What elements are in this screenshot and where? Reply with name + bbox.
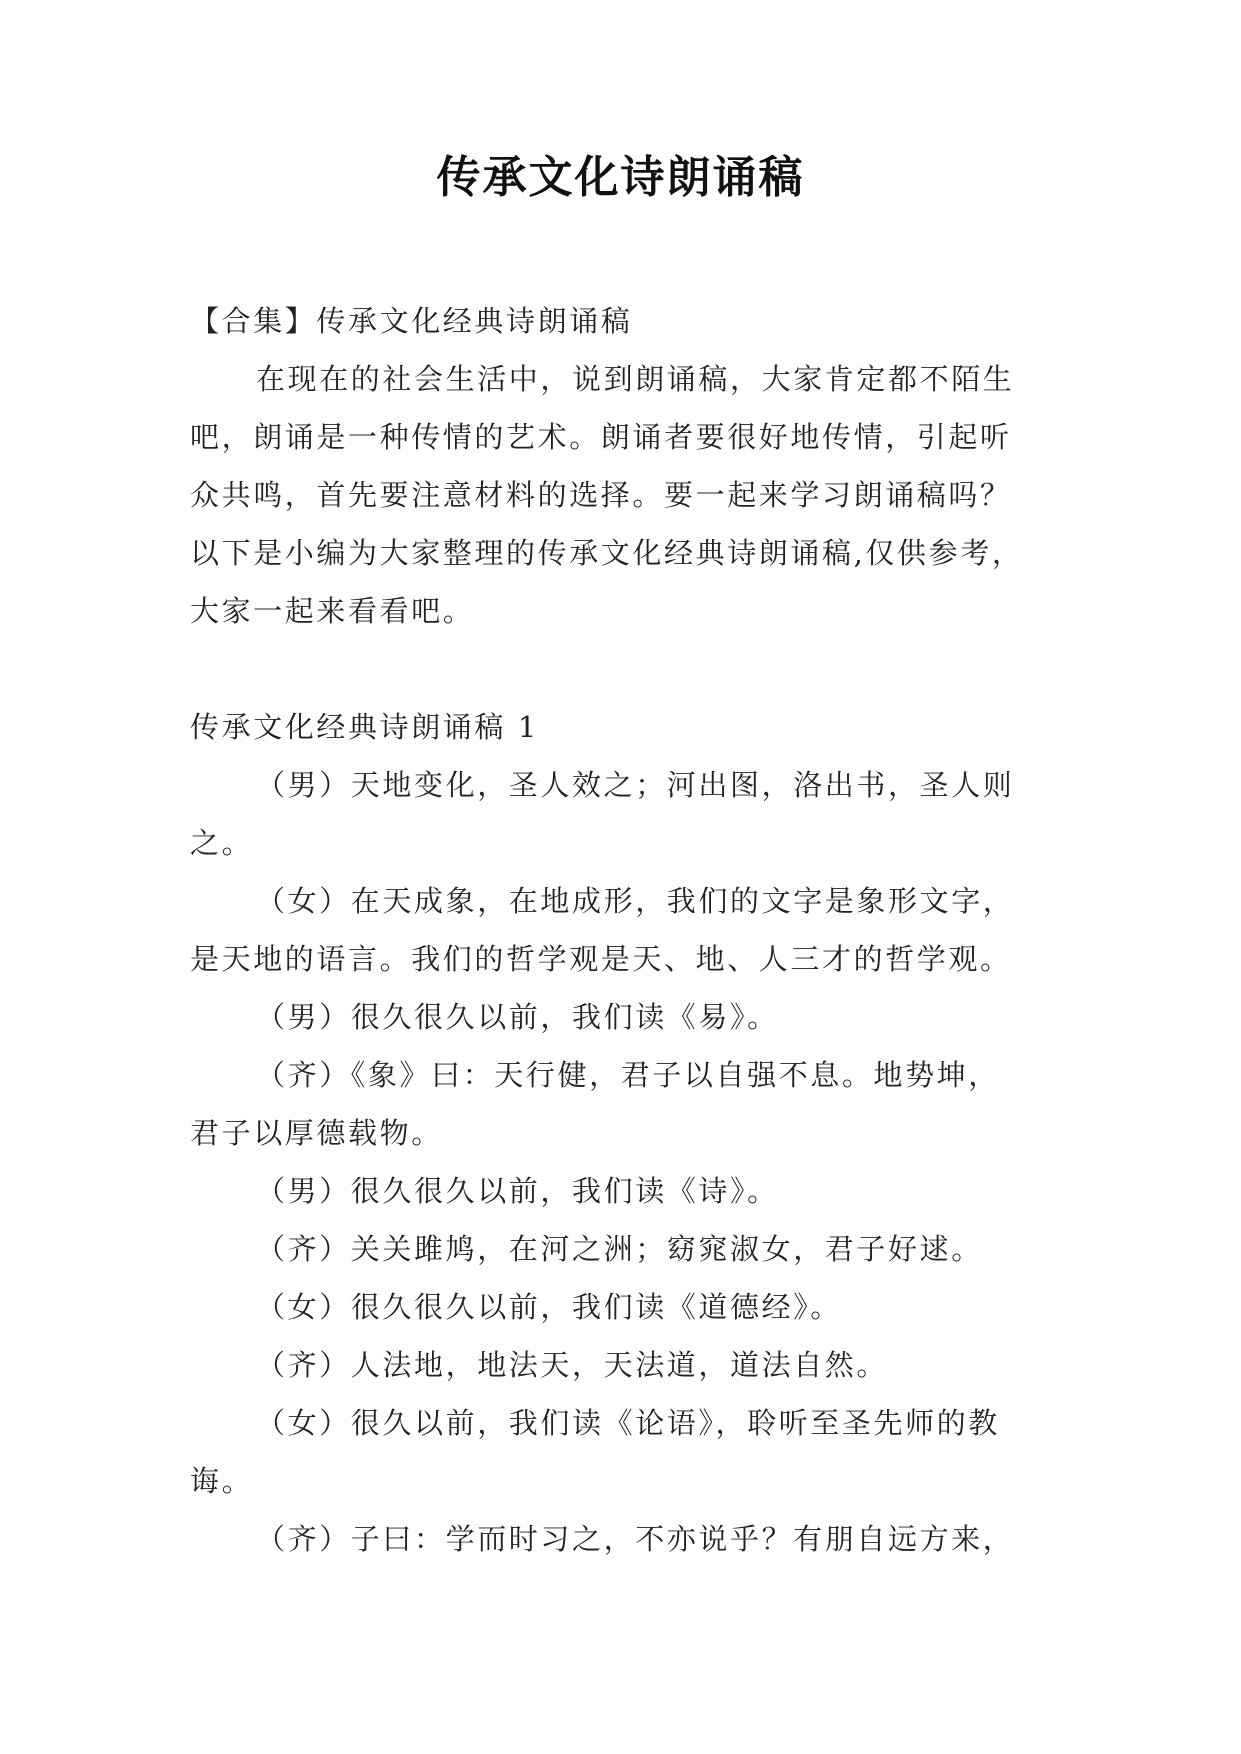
paragraph-line: 以下是小编为大家整理的传承文化经典诗朗诵稿,仅供参考，: [190, 536, 1024, 570]
document-title: 传承文化诗朗诵稿: [436, 152, 805, 203]
paragraph-gap: [190, 640, 1070, 698]
poem-line: （女）很久很久以前，我们读《道德经》。: [256, 1290, 842, 1324]
poem-line: （齐）人法地，地法天，天法道，道法自然。: [256, 1348, 889, 1382]
paragraph-line: 在现在的社会生活中，说到朗诵稿，大家肯定都不陌生: [256, 362, 1015, 396]
poem-line: （女）很久以前，我们读《论语》，聆听至圣先师的教: [256, 1406, 1000, 1440]
paragraph-line: 众共鸣，首先要注意材料的选择。要一起来学习朗诵稿吗？: [190, 478, 1012, 512]
poem-line: （齐）子曰：学而时习之，不亦说乎？有朋自远方来，: [256, 1522, 1015, 1556]
poem-line: （男）很久很久以前，我们读《易》。: [256, 1000, 779, 1034]
document-body: [190, 292, 1070, 1568]
poem-line: 诲。: [190, 1464, 254, 1498]
paragraph-line: 吧，朗诵是一种传情的艺术。朗诵者要很好地传情，引起听: [190, 420, 1012, 454]
section-heading: 传承文化经典诗朗诵稿 1: [190, 710, 539, 744]
poem-line: （男）很久很久以前，我们读《诗》。: [256, 1174, 779, 1208]
poem-line: （齐）《象》曰：天行健，君子以自强不息。地势坤，: [256, 1058, 1000, 1092]
poem-line: 是天地的语言。我们的哲学观是天、地、人三才的哲学观。: [190, 942, 1012, 976]
poem-line: 之。: [190, 826, 254, 860]
poem-line: （齐）关关雎鸠，在河之洲；窈窕淑女，君子好逑。: [256, 1232, 983, 1266]
poem-line: 君子以厚德载物。: [190, 1116, 443, 1150]
subtitle-line: 【合集】传承文化经典诗朗诵稿: [190, 304, 633, 338]
poem-line: （男）天地变化，圣人效之；河出图，洛出书，圣人则: [256, 768, 1015, 802]
poem-line: （女）在天成象，在地成形，我们的文字是象形文字，: [256, 884, 1015, 918]
paragraph-line: 大家一起来看看吧。: [190, 594, 475, 628]
